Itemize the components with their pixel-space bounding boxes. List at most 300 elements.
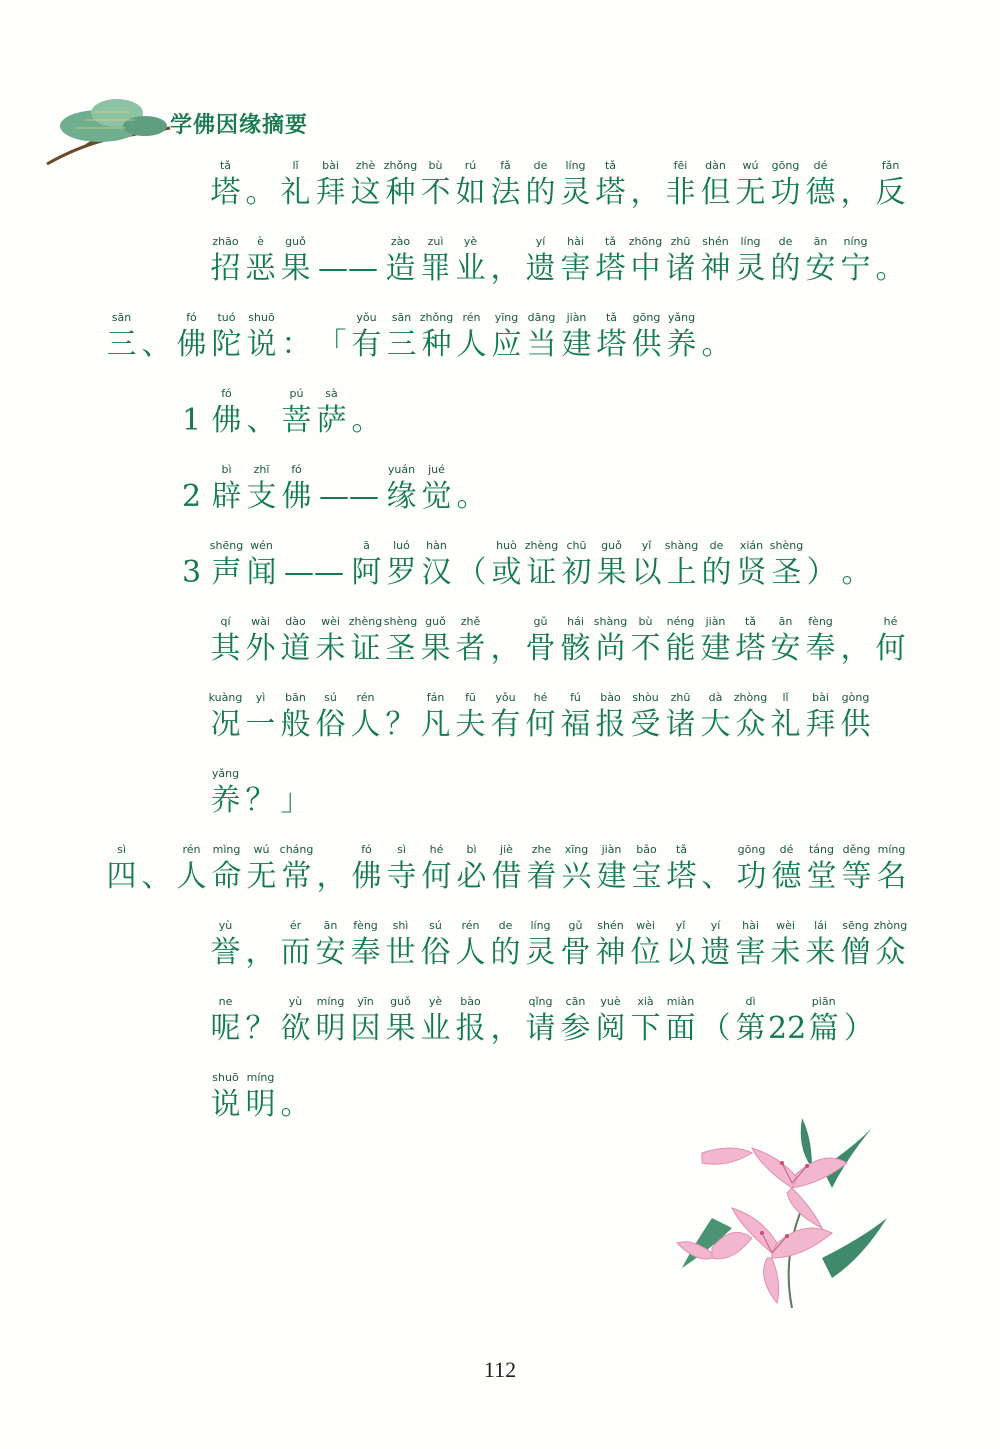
ruby-char	[559, 538, 594, 592]
ruby-char	[279, 462, 314, 516]
ruby-char	[209, 842, 244, 896]
pinyin: kuàng	[208, 691, 243, 704]
hanzi: 明	[315, 1011, 346, 1046]
hanzi: 养	[210, 783, 241, 818]
hanzi: 阅	[595, 1011, 626, 1046]
hanzi: 寺	[386, 859, 417, 894]
hanzi: 说	[210, 1087, 241, 1122]
pinyin: tuó	[217, 311, 236, 324]
ruby-char	[384, 538, 419, 592]
pinyin: sēng	[842, 919, 869, 932]
pinyin: dé	[779, 843, 794, 856]
ruby-char	[629, 310, 664, 364]
ruby-char	[349, 310, 384, 364]
pinyin: ān	[323, 919, 338, 932]
ruby-char	[489, 310, 524, 364]
pinyin: gòng	[841, 691, 870, 704]
pinyin: hài	[742, 919, 759, 932]
hanzi: 人	[176, 859, 207, 894]
pinyin: jiè	[500, 843, 513, 856]
ruby-char	[839, 842, 874, 896]
ruby-char	[244, 462, 279, 516]
ruby-char	[769, 538, 804, 592]
ruby-char	[524, 842, 559, 896]
hanzi: 。	[841, 555, 872, 590]
text-line	[208, 766, 313, 820]
pinyin: fèng	[808, 615, 833, 628]
hanzi: 害	[735, 935, 766, 970]
pinyin: tǎ	[605, 311, 618, 324]
ruby-char	[349, 538, 384, 592]
ruby-char	[209, 538, 244, 592]
pinyin: yǎng	[211, 767, 240, 780]
pinyin: bài	[322, 159, 339, 172]
hanzi: 、	[701, 859, 732, 894]
hanzi: 三	[106, 327, 137, 362]
ruby-char	[488, 690, 523, 744]
pinyin: dào	[285, 615, 306, 628]
ruby-char	[244, 310, 279, 364]
pinyin: sì	[117, 843, 126, 856]
ruby-char	[278, 1070, 313, 1124]
ruby-char	[314, 462, 384, 516]
ruby-char	[838, 690, 873, 744]
ruby-char	[488, 614, 523, 668]
hanzi: 证	[350, 631, 381, 666]
hanzi: ——	[318, 251, 378, 286]
ruby-char	[874, 842, 909, 896]
ruby-char	[208, 1070, 243, 1124]
hanzi: 福	[560, 707, 591, 742]
ruby-char	[419, 310, 454, 364]
ruby-char	[559, 842, 594, 896]
ruby-char	[313, 234, 383, 288]
hanzi: 世	[385, 935, 416, 970]
hanzi: 以	[631, 555, 662, 590]
hanzi: 阿	[351, 555, 382, 590]
pinyin: bān	[285, 691, 306, 704]
ruby-char	[839, 538, 874, 592]
pinyin: shén	[597, 919, 624, 932]
hanzi: 2	[181, 479, 202, 514]
pinyin: xián	[739, 539, 764, 552]
hanzi: 俗	[420, 935, 451, 970]
ruby-char	[523, 614, 558, 668]
ruby-char	[244, 386, 279, 440]
ruby-char	[453, 994, 488, 1048]
pinyin: líng	[565, 159, 586, 172]
hanzi: 灵	[735, 251, 766, 286]
ruby-char	[454, 310, 489, 364]
ruby-char	[593, 158, 628, 212]
ruby-char	[418, 158, 453, 212]
hanzi: 功	[736, 859, 767, 894]
ruby-char	[838, 918, 873, 972]
ruby-char	[418, 918, 453, 972]
hanzi: 俗	[315, 707, 346, 742]
hanzi: 参	[560, 1011, 591, 1046]
hanzi: 未	[770, 935, 801, 970]
hanzi: 圣	[385, 631, 416, 666]
ruby-char	[383, 994, 418, 1048]
ruby-char	[348, 994, 383, 1048]
pinyin: sān	[391, 311, 412, 324]
hanzi: 菩	[281, 403, 312, 438]
ruby-char	[594, 538, 629, 592]
hanzi: 塔	[596, 327, 627, 362]
hanzi: 堂	[806, 859, 837, 894]
ruby-char	[593, 614, 628, 668]
text-line	[208, 994, 876, 1048]
hanzi: 拜	[805, 707, 836, 742]
pinyin: lái	[814, 919, 827, 932]
ruby-char	[418, 690, 453, 744]
hanzi: 有	[351, 327, 382, 362]
pinyin: zhī	[253, 463, 270, 476]
ruby-char	[594, 310, 629, 364]
pinyin: fū	[465, 691, 476, 704]
ruby-char	[664, 538, 699, 592]
hanzi: 其	[210, 631, 241, 666]
hanzi: 众	[875, 935, 906, 970]
ruby-char	[593, 690, 628, 744]
ruby-char	[208, 918, 243, 972]
hanzi: 夫	[455, 707, 486, 742]
hanzi: 明	[245, 1087, 276, 1122]
ruby-char	[488, 234, 523, 288]
hanzi: 奉	[805, 631, 836, 666]
hanzi: 誉	[210, 935, 241, 970]
ruby-char	[104, 310, 139, 364]
pinyin: xià	[637, 995, 654, 1008]
hanzi: 。	[875, 251, 906, 286]
pinyin: guǒ	[601, 539, 622, 552]
pinyin: děng	[842, 843, 871, 856]
hanzi: 招	[210, 251, 241, 286]
ruby-char	[278, 766, 313, 820]
ruby-char	[244, 538, 279, 592]
hanzi: 应	[491, 327, 522, 362]
pinyin: shì	[392, 919, 409, 932]
hanzi: 塔	[666, 859, 697, 894]
hanzi: 诸	[665, 707, 696, 742]
ruby-char	[278, 994, 313, 1048]
ruby-char	[663, 158, 698, 212]
pinyin: jiàn	[601, 843, 622, 856]
text-line	[104, 310, 734, 364]
ruby-char	[664, 310, 699, 364]
pinyin: zhòng	[733, 691, 768, 704]
hanzi: 神	[700, 251, 731, 286]
hanzi: 说	[246, 327, 277, 362]
pinyin: qǐng	[528, 995, 553, 1008]
ruby-char	[768, 918, 803, 972]
pinyin: zhè	[355, 159, 376, 172]
ruby-char	[314, 842, 349, 896]
hanzi: 无	[246, 859, 277, 894]
ruby-char	[524, 538, 559, 592]
hanzi: 贤	[736, 555, 767, 590]
ruby-char	[838, 158, 873, 212]
ruby-char	[803, 158, 838, 212]
ruby-char	[488, 918, 523, 972]
ruby-char	[804, 842, 839, 896]
hanzi: 果	[420, 631, 451, 666]
ruby-char	[841, 994, 876, 1048]
hanzi: （	[700, 1011, 731, 1046]
hanzi: 造	[385, 251, 416, 286]
ruby-char	[313, 158, 348, 212]
ruby-char	[698, 614, 733, 668]
ruby-char	[174, 538, 209, 592]
ruby-char	[419, 462, 454, 516]
pinyin: yí	[535, 235, 546, 248]
hanzi: 命	[211, 859, 242, 894]
pinyin: sān	[111, 311, 132, 324]
pinyin: tǎ	[675, 843, 688, 856]
hanzi: 养	[666, 327, 697, 362]
hanzi: 诸	[665, 251, 696, 286]
hanzi: 缘	[386, 479, 417, 514]
hanzi: 兴	[561, 859, 592, 894]
pinyin: fó	[186, 311, 197, 324]
hanzi: 的	[770, 251, 801, 286]
pinyin: fēi	[673, 159, 688, 172]
hanzi: 果	[385, 1011, 416, 1046]
hanzi: 名	[876, 859, 907, 894]
pinyin: qí	[220, 615, 231, 628]
text-line	[208, 158, 908, 212]
hanzi: ，	[245, 935, 276, 970]
ruby-char	[768, 994, 806, 1048]
pinyin: gōng	[771, 159, 800, 172]
hanzi: ，	[630, 175, 661, 210]
pinyin: de	[533, 159, 548, 172]
hanzi: 塔	[735, 631, 766, 666]
hanzi: 罪	[420, 251, 451, 286]
ruby-char	[558, 158, 593, 212]
hanzi: 礼	[770, 707, 801, 742]
hanzi: 建	[596, 859, 627, 894]
ruby-char	[349, 386, 384, 440]
ruby-char	[628, 994, 663, 1048]
hanzi: 德	[771, 859, 802, 894]
ruby-char	[699, 842, 734, 896]
ruby-char	[419, 538, 454, 592]
hanzi: 人	[456, 327, 487, 362]
hanzi: 安	[315, 935, 346, 970]
text-line	[208, 1070, 313, 1124]
pinyin: wú	[742, 159, 759, 172]
ruby-char	[243, 234, 278, 288]
text-line	[208, 234, 908, 288]
hanzi: 何	[525, 707, 556, 742]
hanzi: 不	[630, 631, 661, 666]
pinyin: rén	[461, 919, 480, 932]
ruby-char	[208, 158, 243, 212]
hanzi: 灵	[525, 935, 556, 970]
ruby-char	[733, 614, 768, 668]
pinyin: zhě	[460, 615, 481, 628]
hanzi: 供	[631, 327, 662, 362]
ruby-char	[769, 842, 804, 896]
hanzi: 三	[386, 327, 417, 362]
ruby-char	[698, 918, 733, 972]
hanzi: ）	[806, 555, 837, 590]
ruby-char	[558, 234, 593, 288]
hanzi: 、	[246, 403, 277, 438]
pinyin: yǐ	[675, 919, 686, 932]
pinyin: bù	[638, 615, 653, 628]
ruby-char	[454, 538, 489, 592]
ruby-char	[768, 234, 803, 288]
ruby-char	[558, 690, 593, 744]
ruby-char	[209, 462, 244, 516]
ruby-char	[243, 614, 278, 668]
ruby-char	[453, 614, 488, 668]
pinyin: yì	[255, 691, 266, 704]
ruby-char	[873, 918, 908, 972]
pinyin: zhū	[670, 235, 691, 248]
text-line	[174, 462, 489, 516]
ruby-char	[383, 234, 418, 288]
hanzi: 非	[665, 175, 696, 210]
pinyin: wú	[253, 843, 270, 856]
pinyin: dàn	[705, 159, 726, 172]
hanzi: 无	[735, 175, 766, 210]
hanzi: 报	[455, 1011, 486, 1046]
ruby-char	[698, 158, 733, 212]
hanzi: ？	[245, 1011, 276, 1046]
ruby-char	[803, 690, 838, 744]
ruby-char	[803, 234, 838, 288]
ruby-char	[873, 614, 908, 668]
ruby-char	[383, 614, 418, 668]
hanzi: 当	[526, 327, 557, 362]
hanzi: ？	[245, 783, 276, 818]
hanzi: 果	[280, 251, 311, 286]
pinyin: dì	[745, 995, 756, 1008]
hanzi: 大	[700, 707, 731, 742]
ruby-char	[733, 994, 768, 1048]
ruby-char	[209, 386, 244, 440]
ruby-char	[453, 234, 488, 288]
ruby-char	[453, 690, 488, 744]
ruby-char	[663, 918, 698, 972]
hanzi: 反	[875, 175, 906, 210]
pinyin: zào	[390, 235, 411, 248]
pinyin: bài	[812, 691, 829, 704]
pinyin: yǎng	[667, 311, 696, 324]
hanzi: 佛	[211, 403, 242, 438]
pinyin: zhāo	[212, 235, 239, 248]
pinyin: xīng	[564, 843, 589, 856]
hanzi: 支	[246, 479, 277, 514]
pinyin: yù	[288, 995, 303, 1008]
ruby-char	[383, 690, 418, 744]
pinyin: zhǒng	[383, 159, 418, 172]
hanzi: 何	[421, 859, 452, 894]
ruby-char	[419, 842, 454, 896]
hanzi: 法	[490, 175, 521, 210]
hanzi: ？	[385, 707, 416, 742]
pinyin: ān	[778, 615, 793, 628]
ruby-char	[663, 614, 698, 668]
ruby-char	[699, 310, 734, 364]
ruby-char	[208, 766, 243, 820]
pinyin: líng	[530, 919, 551, 932]
text-line	[174, 386, 384, 440]
pinyin: bào	[600, 691, 621, 704]
hanzi: 建	[700, 631, 731, 666]
hanzi: 1	[181, 403, 202, 438]
text-line	[208, 918, 908, 972]
pinyin: yǒu	[495, 691, 516, 704]
hanzi: 圣	[771, 555, 802, 590]
ruby-char	[699, 538, 734, 592]
ruby-char	[734, 538, 769, 592]
pinyin: yè	[428, 995, 443, 1008]
hanzi: 罗	[386, 555, 417, 590]
hanzi: 上	[666, 555, 697, 590]
pinyin: hé	[883, 615, 898, 628]
ruby-char	[243, 158, 278, 212]
ruby-char	[243, 690, 278, 744]
hanzi: 佛	[351, 859, 382, 894]
ruby-char	[209, 310, 244, 364]
pinyin: míng	[246, 1071, 275, 1084]
pinyin: líng	[740, 235, 761, 248]
hanzi: ，	[490, 251, 521, 286]
hanzi: 未	[315, 631, 346, 666]
ruby-char	[453, 158, 488, 212]
ruby-char	[243, 766, 278, 820]
pinyin: de	[498, 919, 513, 932]
ruby-char	[593, 918, 628, 972]
hanzi: 汉	[421, 555, 452, 590]
ruby-char	[873, 158, 908, 212]
hanzi: 的	[490, 935, 521, 970]
ruby-char	[278, 614, 313, 668]
hanzi: 礼	[280, 175, 311, 210]
pinyin: luó	[393, 539, 410, 552]
pinyin: jiàn	[705, 615, 726, 628]
hanzi: 篇	[808, 1011, 839, 1046]
ruby-char	[698, 690, 733, 744]
hanzi: 般	[280, 707, 311, 742]
hanzi: ：	[281, 327, 312, 362]
hanzi: 种	[385, 175, 416, 210]
ruby-char	[594, 842, 629, 896]
pinyin: shàng	[593, 615, 628, 628]
hanzi: 3	[181, 555, 202, 590]
hanzi: 建	[561, 327, 592, 362]
ruby-char	[313, 918, 348, 972]
ruby-char	[348, 918, 383, 972]
pinyin: shèng	[769, 539, 804, 552]
hanzi: 佛	[281, 479, 312, 514]
pinyin: yuè	[600, 995, 621, 1008]
ruby-char	[628, 614, 663, 668]
hanzi: 尚	[595, 631, 626, 666]
pinyin: mìng	[212, 843, 241, 856]
hanzi: 」	[280, 783, 311, 818]
ruby-char	[838, 614, 873, 668]
pinyin: gǔ	[568, 919, 583, 932]
pinyin: sú	[429, 919, 442, 932]
ruby-char	[174, 842, 209, 896]
hanzi: 遗	[700, 935, 731, 970]
